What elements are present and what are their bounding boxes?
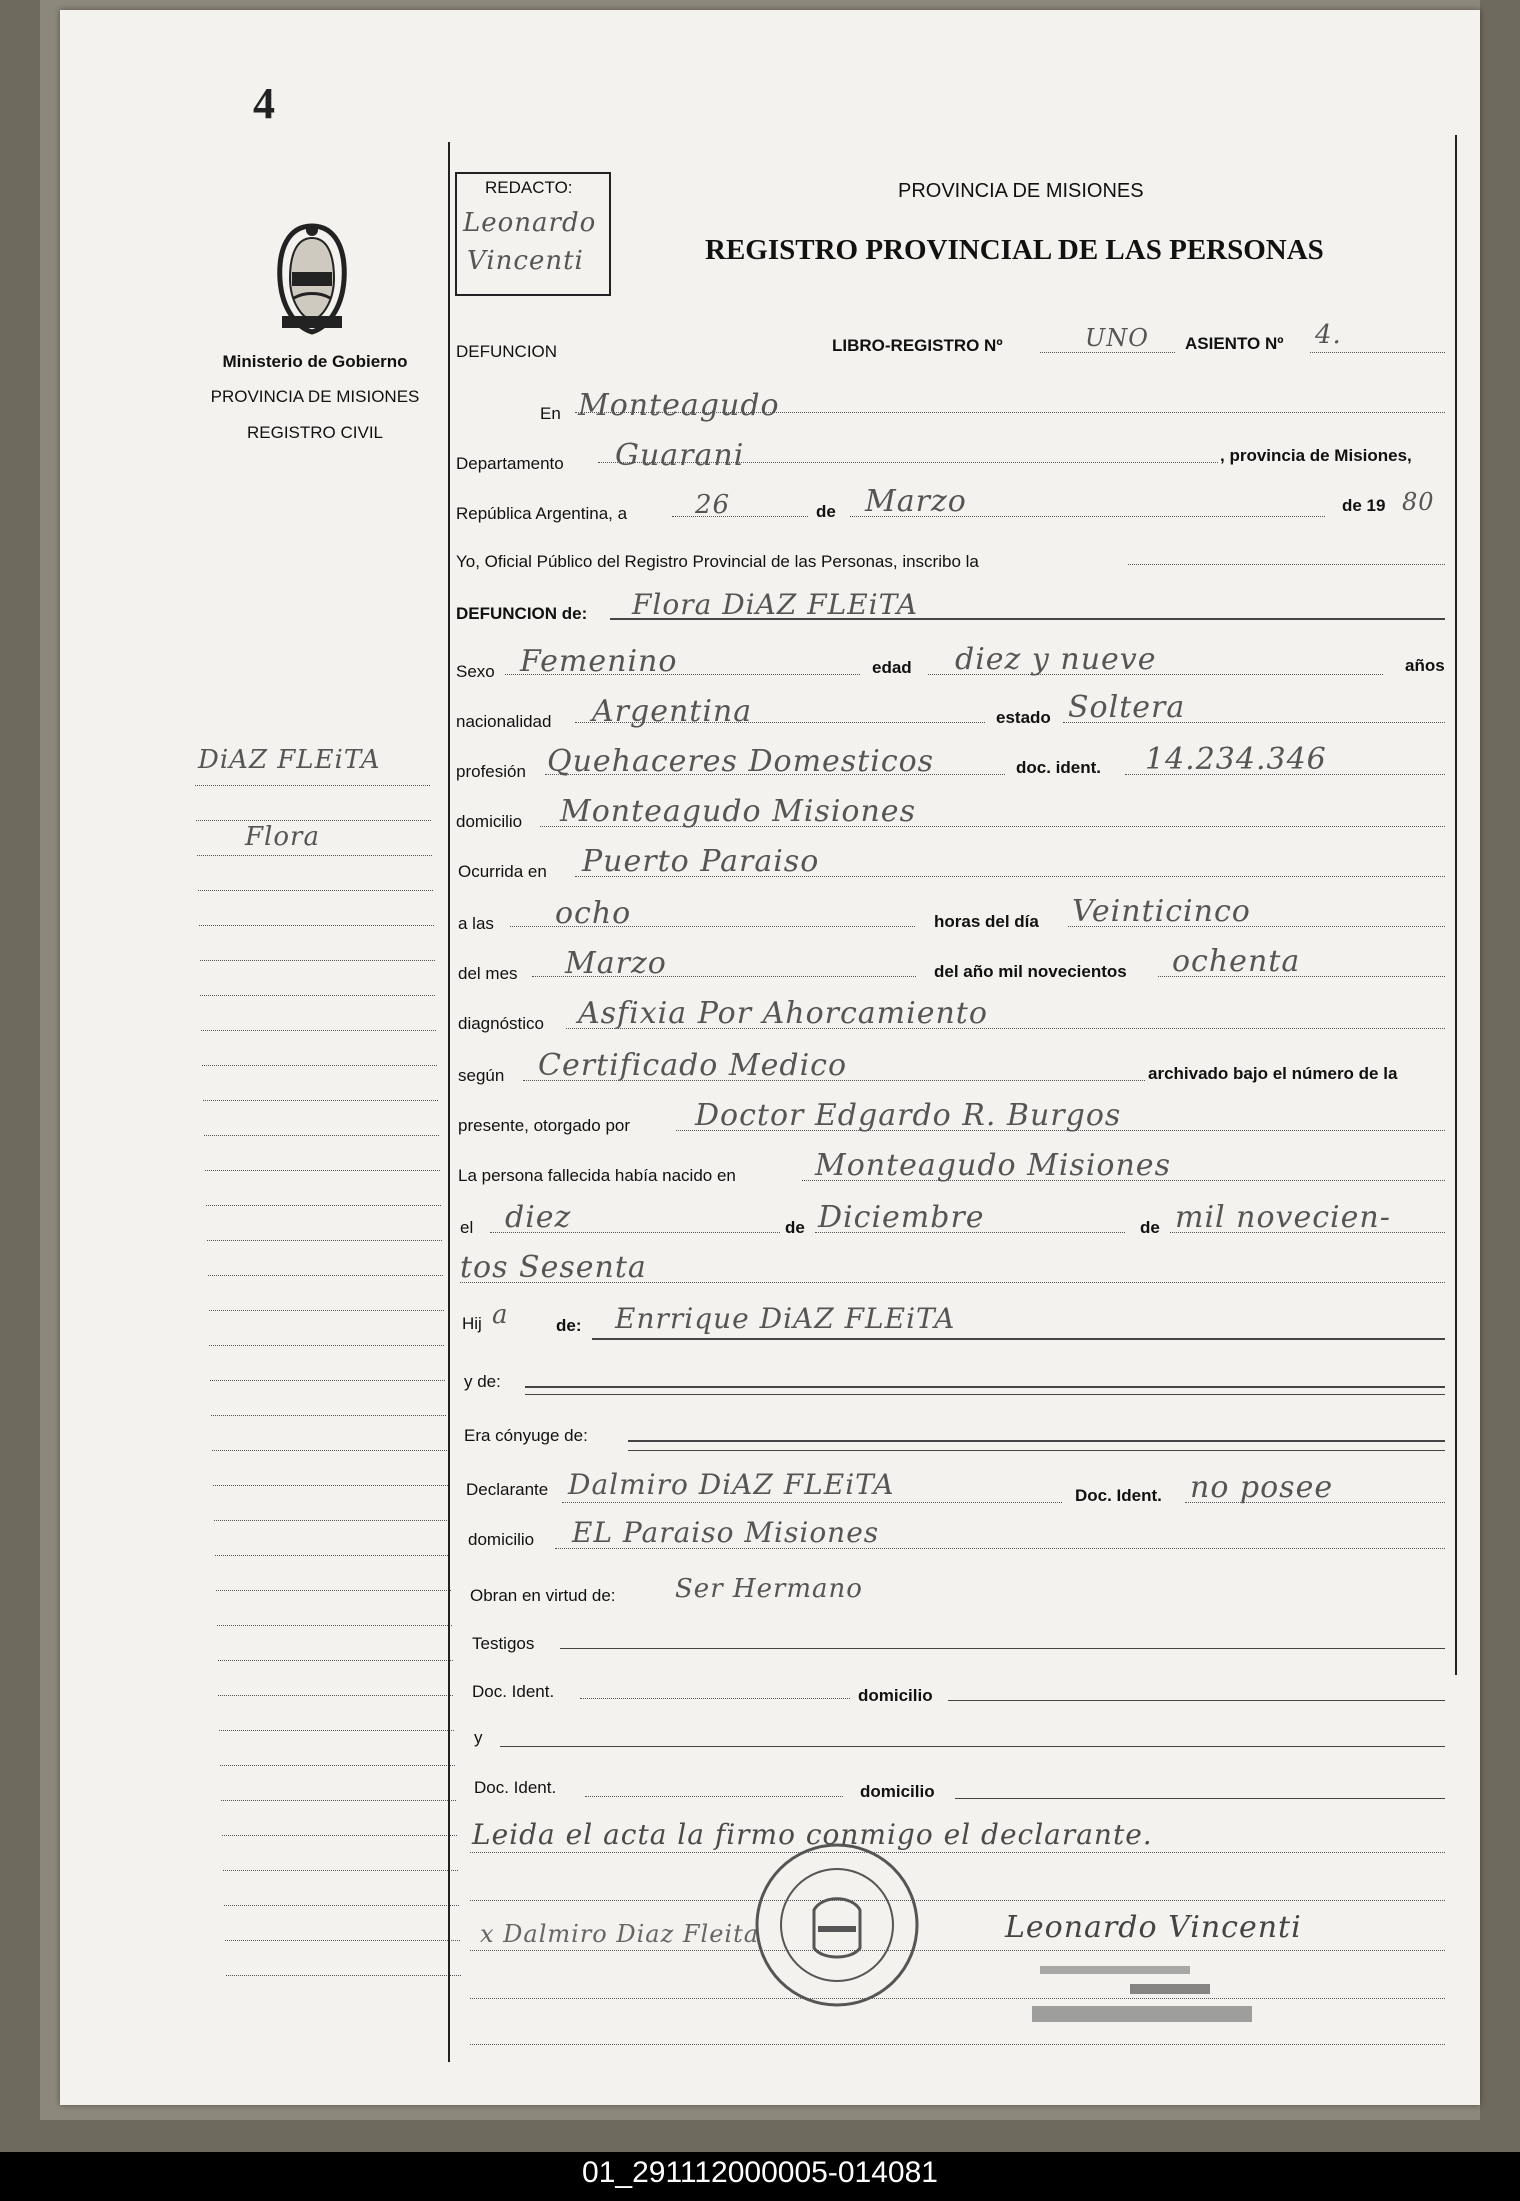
republica-label: República Argentina, a: [456, 504, 628, 523]
libro-value: UNO: [1085, 324, 1149, 352]
nacionalidad-value: Argentina: [592, 694, 753, 729]
declarante-doc-value: no posee: [1190, 1470, 1334, 1505]
alas-value: ocho: [555, 896, 632, 931]
diagnostico-value: Asfixia Por Ahorcamiento: [578, 996, 988, 1031]
de3-value: mil novecien-: [1175, 1200, 1391, 1235]
horas-label: horas del día: [934, 912, 1039, 931]
alas-label: a las: [458, 914, 494, 933]
margin-rule: [211, 1415, 446, 1416]
margin-surname: DiAZ FLEiTA: [198, 745, 381, 775]
margin-rule: [198, 890, 433, 891]
mes-value: Marzo: [865, 484, 967, 519]
presente-label: presente, otorgado por: [458, 1116, 631, 1135]
de2-value: Diciembre: [818, 1200, 985, 1235]
de-label: de: [816, 502, 836, 521]
domicilio-value: Monteagudo Misiones: [560, 794, 916, 829]
testigo2-doc-label: Doc. Ident.: [474, 1778, 557, 1797]
decl-domicilio-value: EL Paraiso Misiones: [572, 1516, 880, 1549]
horas-value: Veinticinco: [1072, 894, 1251, 929]
hij-de-label: de:: [556, 1316, 582, 1335]
en-value: Monteagudo: [578, 388, 780, 423]
margin-rule: [205, 1170, 440, 1171]
margin-rule: [218, 1695, 453, 1696]
hij-value: a: [492, 1300, 509, 1330]
de3-label: de: [1140, 1218, 1160, 1237]
ministry-label: Ministerio de Gobierno: [222, 352, 408, 371]
margin-rule: [209, 1345, 444, 1346]
delmes-label: del mes: [458, 964, 518, 983]
asiento-label: ASIENTO Nº: [1185, 334, 1284, 353]
conyuge-label: Era cónyuge de:: [464, 1426, 588, 1445]
delanio-value: ochenta: [1172, 944, 1301, 979]
delanio-label: del año mil novecientos: [934, 962, 1127, 981]
header-province: PROVINCIA DE MISIONES: [898, 180, 1144, 202]
margin-rule: [215, 1555, 450, 1556]
ocurrida-value: Puerto Paraiso: [582, 844, 820, 879]
continuation-value: tos Sesenta: [460, 1250, 647, 1285]
profesion-value: Quehaceres Domesticos: [547, 744, 935, 779]
margin-rule: [201, 1030, 436, 1031]
el-value: diez: [505, 1200, 572, 1235]
redacto-label: REDACTO:: [485, 178, 573, 197]
segun-label: según: [458, 1066, 505, 1085]
margin-rule: [212, 1450, 447, 1451]
redacto-box: [455, 172, 611, 296]
margin-rule: [208, 1275, 443, 1276]
sexo-value: Femenino: [520, 644, 678, 679]
delmes-value: Marzo: [565, 946, 667, 981]
de19-label: de 19: [1342, 496, 1386, 515]
margin-rule: [195, 785, 430, 786]
margin-rule: [200, 995, 435, 996]
yde-label: y de:: [464, 1372, 501, 1391]
dia-value: 26: [695, 490, 731, 520]
margin-name: Flora: [245, 822, 320, 852]
right-margin-line: [1455, 135, 1457, 1675]
nacido-value: Monteagudo Misiones: [815, 1148, 1171, 1183]
margin-rule: [223, 1870, 458, 1871]
defuncion-de-value: Flora DiAZ FLEiTA: [632, 588, 918, 621]
estado-label: estado: [996, 708, 1051, 727]
leida-acta-text: Leida el acta la firmo conmigo el declarante.: [472, 1818, 1153, 1851]
margin-rule: [221, 1800, 456, 1801]
defuncion-heading: DEFUNCION: [456, 342, 558, 361]
en-label: En: [540, 404, 561, 423]
margin-rule: [214, 1520, 449, 1521]
libro-label: LIBRO-REGISTRO Nº: [832, 336, 1003, 355]
margin-rule: [209, 1310, 444, 1311]
left-province-label: PROVINCIA DE MISIONES: [210, 387, 420, 406]
margin-rule: [204, 1135, 439, 1136]
margin-rule: [206, 1205, 441, 1206]
nacionalidad-label: nacionalidad: [456, 712, 552, 731]
page-number: 4: [253, 79, 275, 128]
margin-rule: [197, 855, 432, 856]
official-stamp-icon: [752, 1840, 922, 2010]
testigo1-domicilio-label: domicilio: [858, 1686, 933, 1705]
testigos-label: Testigos: [472, 1634, 535, 1653]
presente-value: Doctor Edgardo R. Burgos: [695, 1098, 1122, 1133]
diagnostico-label: diagnóstico: [458, 1014, 545, 1033]
segun-value: Certificado Medico: [538, 1048, 848, 1083]
margin-rule: [203, 1100, 438, 1101]
estado-value: Soltera: [1068, 690, 1186, 725]
signature-stamp-smudge-icon: [1030, 1962, 1260, 2032]
redacto-line1: Leonardo: [463, 208, 597, 238]
declarante-value: Dalmiro DiAZ FLEiTA: [568, 1468, 895, 1501]
declarante-signature: x Dalmiro Diaz Fleita: [480, 1920, 760, 1948]
testigo1-doc-label: Doc. Ident.: [472, 1682, 555, 1701]
asiento-value: 4.: [1315, 320, 1342, 350]
margin-rule: [217, 1625, 452, 1626]
margin-rule: [219, 1730, 454, 1731]
margin-rule: [199, 925, 434, 926]
y-label: y: [474, 1728, 483, 1747]
column-divider: [448, 142, 450, 2062]
margin-rule: [220, 1765, 455, 1766]
nacido-label: La persona fallecida había nacido en: [458, 1166, 736, 1185]
margin-rule: [218, 1660, 453, 1661]
archivado-label: archivado bajo el número de la: [1148, 1064, 1398, 1083]
anio-value: 80: [1402, 488, 1435, 516]
ocurrida-label: Ocurrida en: [458, 862, 547, 881]
departamento-value: Guarani: [615, 438, 745, 473]
margin-rule: [196, 820, 431, 821]
margin-rule: [225, 1940, 460, 1941]
hij-de-value: Enrrique DiAZ FLEiTA: [615, 1302, 956, 1335]
doc-ident-label: doc. ident.: [1016, 758, 1101, 777]
testigo2-domicilio-label: domicilio: [860, 1782, 935, 1801]
edad-label: edad: [872, 658, 912, 677]
oficial-signature: Leonardo Vincenti: [1005, 1910, 1302, 1945]
decl-domicilio-label: domicilio: [468, 1530, 535, 1549]
de2-label: de: [785, 1218, 805, 1237]
declarante-label: Declarante: [466, 1480, 549, 1499]
provincia-label: , provincia de Misiones,: [1220, 446, 1412, 465]
declarante-doc-label: Doc. Ident.: [1075, 1486, 1162, 1505]
yo-label: Yo, Oficial Público del Registro Provincial de las Personas, inscribo la: [456, 552, 979, 571]
margin-rule: [216, 1590, 451, 1591]
anios-label: años: [1405, 656, 1445, 675]
defuncion-de-label: DEFUNCION de:: [456, 604, 588, 623]
margin-rule: [224, 1905, 459, 1906]
redacto-line2: Vincenti: [467, 246, 584, 276]
margin-rule: [210, 1380, 445, 1381]
provincial-coat-of-arms-icon: [268, 220, 356, 338]
domicilio-label: domicilio: [456, 812, 523, 831]
hij-label: Hij: [462, 1314, 482, 1333]
profesion-label: profesión: [456, 762, 526, 781]
doc-ident-value: 14.234.346: [1145, 742, 1327, 777]
margin-rule: [226, 1975, 461, 1976]
header-title: REGISTRO PROVINCIAL DE LAS PERSONAS: [705, 234, 1324, 266]
obran-label: Obran en virtud de:: [470, 1586, 616, 1605]
margin-rule: [202, 1065, 437, 1066]
image-caption: 01_291112000005-014081: [582, 2156, 938, 2189]
margin-rule: [207, 1240, 442, 1241]
obran-value: Ser Hermano: [675, 1574, 863, 1604]
left-registry-label: REGISTRO CIVIL: [246, 423, 384, 442]
edad-value: diez y nueve: [955, 642, 1157, 677]
margin-rule: [222, 1835, 457, 1836]
margin-rule: [213, 1485, 448, 1486]
sexo-label: Sexo: [456, 662, 495, 681]
margin-rule: [200, 960, 435, 961]
el-label: el: [460, 1218, 474, 1237]
departamento-label: Departamento: [456, 454, 564, 473]
